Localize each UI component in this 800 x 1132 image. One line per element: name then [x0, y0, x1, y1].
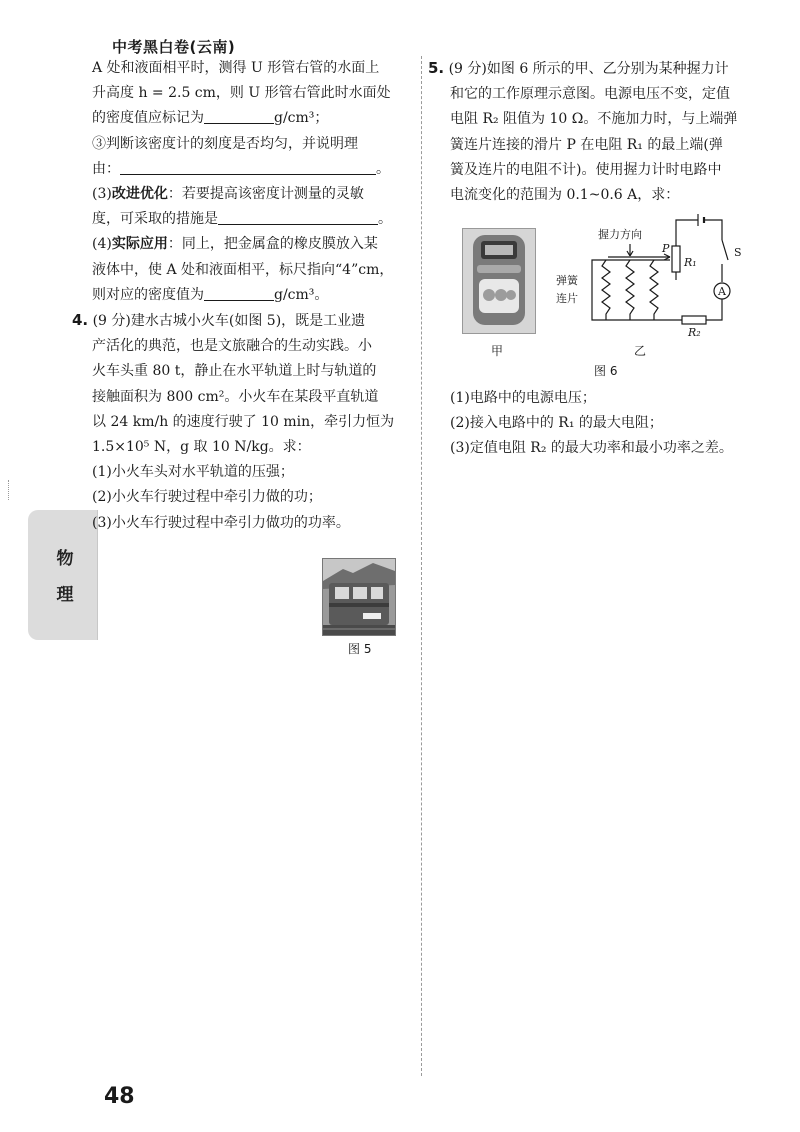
q4-sub1: (1)小火车头对水平轨道的压强；	[92, 464, 294, 481]
q3-line-7: 度，可采取的措施是 。	[92, 207, 402, 232]
q5-sub1: (1)电路中的电源电压；	[450, 390, 596, 406]
q5-line-4: 簧连片连接的滑片 P 在电阻 R₁ 的最上端(弹	[450, 136, 723, 153]
q4-number: 4.	[72, 311, 89, 330]
figure-5-train-photo	[322, 558, 396, 636]
q5-number: 5.	[428, 59, 445, 77]
r2-label: R₂	[688, 326, 701, 339]
wire-top-left	[676, 220, 698, 228]
r1-label: R₁	[684, 256, 697, 269]
figure-6-yi-label: 乙	[634, 344, 647, 358]
figure-6-jia-label: 甲	[491, 344, 504, 358]
q3-line-10: 则对应的密度值为 g/cm³。	[92, 283, 402, 308]
q5-line-3: 电阻 R₂ 阻值为 10 Ω。不施加力时，与上端弹	[450, 111, 738, 128]
spring-2	[626, 260, 634, 320]
q4-sub3: (3)小火车行驶过程中牵引力做功的功率。	[92, 514, 350, 531]
reason-blank[interactable]	[120, 158, 376, 175]
figure-5-caption: 图 5	[348, 642, 372, 656]
side-margin-marks	[8, 480, 11, 500]
column-divider	[421, 56, 422, 1076]
q5-line-1: 5. (9 分)如图 6 所示的甲、乙分别为某种握力计	[428, 59, 729, 77]
r1-resistor	[672, 246, 680, 272]
spring-3	[650, 260, 658, 320]
train-illustration	[323, 559, 395, 635]
q5-subquestions	[450, 386, 780, 462]
q3-line-2: 升高度 h = 2.5 cm，则 U 形管右管此时水面处	[92, 85, 391, 102]
wire-top-right	[704, 220, 722, 240]
q5-line-5: 簧及连片的电阻不计)。使用握力计时电路中	[450, 161, 722, 178]
left-column	[72, 56, 402, 536]
q3-sub4: (4)实际应用：同上，把金属盒的橡皮膜放入某	[92, 236, 378, 253]
spring-1	[602, 260, 610, 320]
q4-line-6: 1.5×10⁵ N，g 取 10 N/kg。求：	[92, 439, 311, 456]
spring-label-2: 连片	[556, 292, 578, 305]
grip-meter-illustration	[463, 229, 535, 333]
p-label: P	[662, 242, 670, 255]
q3-line-4: ③判断该密度计的刻度是否均匀，并说明理	[92, 135, 358, 152]
density-blank-1[interactable]	[204, 107, 274, 124]
subject-side-tab	[28, 510, 98, 640]
side-tab-char-1: 物	[56, 549, 74, 569]
q4-line-4: 接触面积为 800 cm²。小火车在某段平直轨道	[92, 388, 379, 405]
wire-left-side	[592, 260, 598, 320]
q4-sub2: (2)小火车行驶过程中牵引力做的功；	[92, 489, 322, 506]
figure-6-jia-photo	[462, 228, 536, 334]
density-blank-2[interactable]	[204, 284, 274, 301]
s-label: S	[734, 246, 742, 259]
side-tab-char-2: 理	[56, 585, 74, 605]
wire-ammeter-r2	[706, 299, 722, 320]
q5-sub3: (3)定值电阻 R₂ 的最大功率和最小功率之差。	[450, 440, 733, 457]
page-number: 48	[104, 1084, 135, 1109]
q3-line-3: 的密度值应标记为 g/cm³；	[92, 106, 402, 131]
header-title: 中考黑白卷(云南)	[112, 38, 236, 56]
measure-blank[interactable]	[218, 208, 378, 225]
switch-lever	[722, 240, 728, 260]
spring-label-1: 弹簧	[556, 274, 578, 287]
figure-6-caption: 图 6	[594, 364, 618, 378]
q3-sub3: (3)改进优化：若要提高该密度计测量的灵敏	[92, 186, 364, 203]
q4-line-2: 产活化的典范，也是文旅融合的生动实践。小	[92, 338, 372, 355]
q4-line-3: 火车头重 80 t，静止在水平轨道上时与轨道的	[92, 363, 377, 380]
q5-line-6: 电流变化的范围为 0.1~0.6 A，求：	[450, 187, 680, 204]
a-label: A	[718, 285, 726, 298]
q5-sub2: (2)接入电路中的 R₁ 的最大电阻；	[450, 415, 663, 432]
r2-resistor	[682, 316, 706, 324]
q3-line-5: 由： 。	[92, 157, 402, 182]
right-column	[428, 56, 758, 208]
q4-line-5: 以 24 km/h 的速度行驶了 10 min，牵引力恒为	[92, 413, 395, 430]
q3-line-9: 液体中，使 A 处和液面相平，标尺指向“4”cm，	[92, 261, 394, 278]
q5-line-2: 和它的工作原理示意图。电源电压不变，定值	[450, 86, 730, 103]
figure-6-circuit-diagram	[546, 210, 756, 350]
force-direction-label: 握力方向	[598, 228, 642, 241]
q4-line-1: 4. (9 分)建水古城小火车(如图 5)，既是工业遗	[72, 311, 366, 330]
q3-line-1: A 处和液面相平时，测得 U 形管右管的水面上	[92, 60, 380, 76]
